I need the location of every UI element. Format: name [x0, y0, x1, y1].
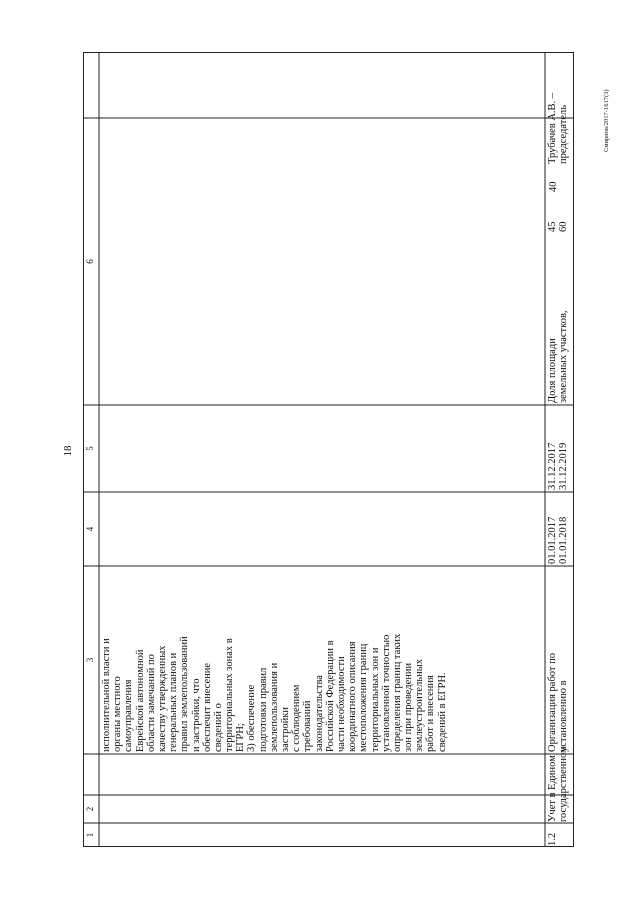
header-cell-3: 3	[85, 657, 95, 663]
document-stamp: Смирнов/2017-1617(3)	[603, 89, 610, 152]
row-1-2-col9: 40	[548, 181, 559, 192]
header-cell-1: 1	[85, 832, 95, 838]
header-cell-4: 4	[85, 526, 95, 532]
header-cell-5: 5	[85, 446, 95, 451]
row-1-2-col6: Доля площади земельных участков,	[547, 310, 570, 403]
row-1-2-number: 1.2	[547, 832, 558, 846]
row-1-2-col5: 31.12.2017 31.12.2019	[547, 442, 570, 490]
header-cell-2: 2	[85, 806, 95, 812]
row-1-2-col4: 01.01.2017 01.01.2018	[547, 516, 570, 564]
row-1-2-col8: 45 60	[547, 221, 570, 232]
row-1-2-col2: Учет в Едином государственном	[547, 746, 570, 822]
header-cell-6: 6	[85, 259, 95, 264]
page-number: 18	[62, 445, 74, 457]
continued-col3-text: исполнительной власти и органы местного самоуправления Еврейской автономной области замечаний по качеству утвержденных генеральных планов и правил землепользований и застройки, что обеспечит внесение сведений о территориальных зонах в ЕГРН; 3) обеспечение подготовки правил землепользования и застройки с соблюдением требований законодательства Российской Федерации в части необходимости координатного описания местоположения границ территориальных зон и установленной точностью определения границ таких зон при проведении землеустроительных работ и внесения сведений в ЕГРН.	[101, 633, 448, 752]
row-1-2-col10: Трубачев А.В. – председатель	[547, 92, 570, 164]
rotated-table	[83, 40, 575, 848]
row-1-2-col3: Организация работ по установлению в	[547, 653, 570, 752]
